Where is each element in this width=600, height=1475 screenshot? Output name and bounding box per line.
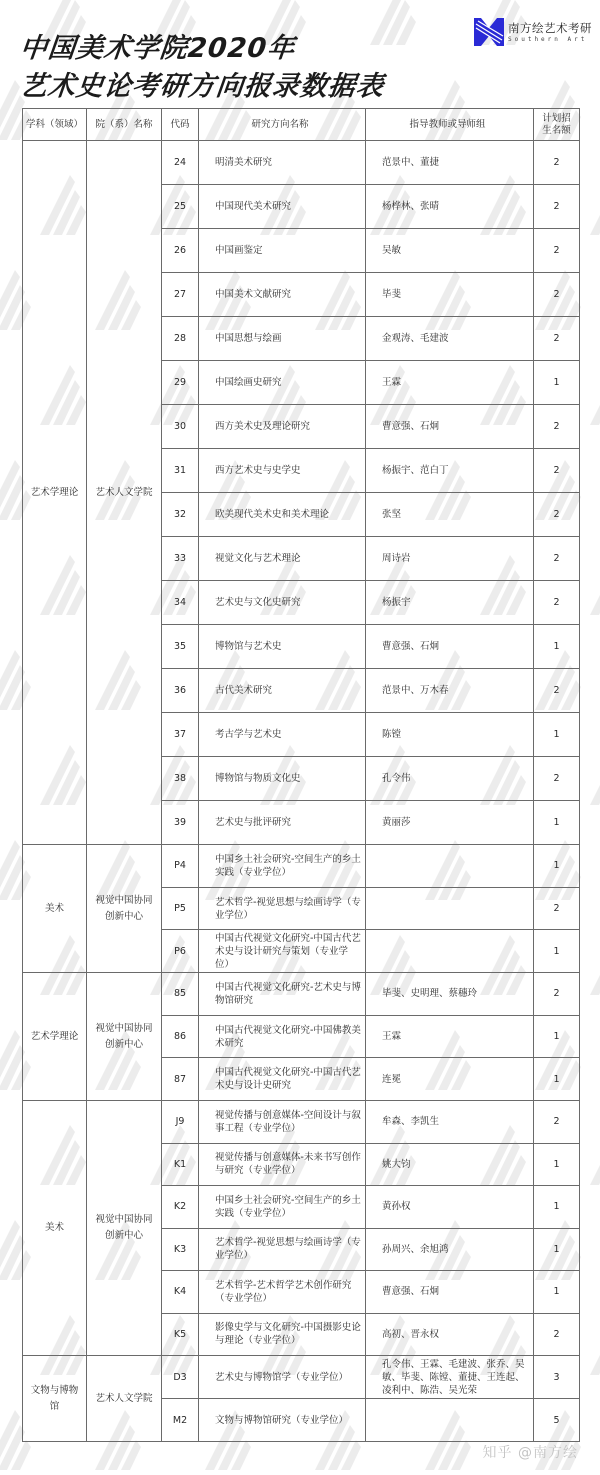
direction-cell: 艺术哲学-视觉思想与绘画诗学（专业学位）: [199, 887, 366, 930]
watermark-icon: [585, 170, 600, 240]
code-cell: 31: [162, 449, 199, 493]
code-cell: P4: [162, 845, 199, 888]
group-subject: 文物与博物馆: [23, 1356, 87, 1442]
title-block: [20, 30, 384, 106]
table-body: [23, 141, 580, 1442]
quota-cell: 1: [534, 845, 580, 888]
table-row: [23, 845, 580, 888]
direction-cell: 艺术史与批评研究: [199, 801, 366, 845]
quota-cell: 2: [534, 405, 580, 449]
watermark-icon: [585, 740, 600, 810]
watermark-icon: [585, 360, 600, 430]
watermark-icon: [585, 550, 600, 620]
quota-cell: 2: [534, 669, 580, 713]
watermark-icon: [585, 1120, 600, 1190]
direction-cell: 艺术哲学-艺术哲学艺术创作研究（专业学位）: [199, 1271, 366, 1314]
table-row: [23, 1356, 580, 1399]
code-cell: 30: [162, 405, 199, 449]
group-department: 视觉中国协同创新中心: [87, 1101, 162, 1356]
direction-cell: 中国绘画史研究: [199, 361, 366, 405]
advisor-cell: 牟森、李凯生: [366, 1101, 534, 1144]
advisor-cell: 孔令伟: [366, 757, 534, 801]
code-cell: D3: [162, 1356, 199, 1399]
quota-cell: 2: [534, 141, 580, 185]
advisor-cell: [366, 845, 534, 888]
direction-cell: 中国现代美术研究: [199, 185, 366, 229]
advisor-cell: 曹意强、石炯: [366, 405, 534, 449]
watermark-icon: [585, 930, 600, 1000]
direction-cell: 中国古代视觉文化研究-中国古代艺术史与设计研究与策划（专业学位）: [199, 930, 366, 973]
advisor-cell: 连冕: [366, 1058, 534, 1101]
advisor-cell: 黄丽莎: [366, 801, 534, 845]
direction-cell: 博物馆与物质文化史: [199, 757, 366, 801]
footer-credit: 知乎 @南方绘: [482, 1445, 578, 1461]
quota-cell: 5: [534, 1399, 580, 1442]
direction-cell: 考古学与艺术史: [199, 713, 366, 757]
quota-cell: 2: [534, 537, 580, 581]
quota-cell: 1: [534, 625, 580, 669]
header-subject: 学科（领域）: [23, 109, 87, 141]
code-cell: P5: [162, 887, 199, 930]
advisor-cell: 曹意强、石炯: [366, 1271, 534, 1314]
code-cell: J9: [162, 1101, 199, 1144]
code-cell: 27: [162, 273, 199, 317]
advisor-cell: 杨振宇、范白丁: [366, 449, 534, 493]
code-cell: 33: [162, 537, 199, 581]
group-subject: 艺术学理论: [23, 141, 87, 845]
quota-cell: 1: [534, 361, 580, 405]
code-cell: K2: [162, 1186, 199, 1229]
table-row: [23, 1101, 580, 1144]
header-quota: 计划招生名额: [534, 109, 580, 141]
southern-art-logo-icon: [474, 18, 504, 46]
direction-cell: 文物与博物馆研究（专业学位）: [199, 1399, 366, 1442]
advisor-cell: 张坚: [366, 493, 534, 537]
table-header-row: [23, 109, 580, 141]
advisor-cell: 范景中、董捷: [366, 141, 534, 185]
code-cell: K1: [162, 1143, 199, 1186]
group-department: 视觉中国协同创新中心: [87, 973, 162, 1101]
quota-cell: 1: [534, 1271, 580, 1314]
advisor-cell: 曹意强、石炯: [366, 625, 534, 669]
advisor-cell: 周诗岩: [366, 537, 534, 581]
code-cell: 87: [162, 1058, 199, 1101]
quota-cell: 1: [534, 1015, 580, 1058]
watermark-icon: [585, 1310, 600, 1380]
group-subject: 美术: [23, 845, 87, 973]
quota-cell: 2: [534, 581, 580, 625]
quota-cell: 2: [534, 757, 580, 801]
direction-cell: 中国乡土社会研究-空间生产的乡土实践（专业学位）: [199, 1186, 366, 1229]
advisor-cell: 范景中、万木春: [366, 669, 534, 713]
header-direction: 研究方向名称: [199, 109, 366, 141]
advisor-cell: 孙周兴、余旭鸿: [366, 1228, 534, 1271]
quota-cell: 2: [534, 273, 580, 317]
quota-cell: 2: [534, 229, 580, 273]
code-cell: 25: [162, 185, 199, 229]
code-cell: 32: [162, 493, 199, 537]
direction-cell: 视觉传播与创意媒体-空间设计与叙事工程（专业学位）: [199, 1101, 366, 1144]
code-cell: 34: [162, 581, 199, 625]
quota-cell: 2: [534, 1313, 580, 1356]
direction-cell: 艺术史与博物馆学（专业学位）: [199, 1356, 366, 1399]
code-cell: K3: [162, 1228, 199, 1271]
code-cell: 86: [162, 1015, 199, 1058]
code-cell: 38: [162, 757, 199, 801]
direction-cell: 影像史学与文化研究-中国摄影史论与理论（专业学位）: [199, 1313, 366, 1356]
direction-cell: 中国思想与绘画: [199, 317, 366, 361]
advisor-cell: [366, 930, 534, 973]
advisor-cell: [366, 1399, 534, 1442]
quota-cell: 1: [534, 1186, 580, 1229]
code-cell: M2: [162, 1399, 199, 1442]
direction-cell: 欧美现代美术史和美术理论: [199, 493, 366, 537]
code-cell: P6: [162, 930, 199, 973]
group-department: 艺术人文学院: [87, 1356, 162, 1442]
code-cell: 24: [162, 141, 199, 185]
advisor-cell: 金观涛、毛建波: [366, 317, 534, 361]
code-cell: K4: [162, 1271, 199, 1314]
code-cell: 35: [162, 625, 199, 669]
header-department: 院（系）名称: [87, 109, 162, 141]
code-cell: 85: [162, 973, 199, 1016]
quota-cell: 2: [534, 185, 580, 229]
quota-cell: 1: [534, 713, 580, 757]
quota-cell: 2: [534, 1101, 580, 1144]
advisor-cell: 吴敏: [366, 229, 534, 273]
group-department: 艺术人文学院: [87, 141, 162, 845]
direction-cell: 明清美术研究: [199, 141, 366, 185]
direction-cell: 艺术哲学-视觉思想与绘画诗学（专业学位）: [199, 1228, 366, 1271]
quota-cell: 2: [534, 317, 580, 361]
code-cell: 39: [162, 801, 199, 845]
direction-cell: 西方艺术史与史学史: [199, 449, 366, 493]
quota-cell: 2: [534, 449, 580, 493]
code-cell: 37: [162, 713, 199, 757]
brand-logo: [474, 18, 592, 46]
direction-cell: 视觉传播与创意媒体-未来书写创作与研究（专业学位）: [199, 1143, 366, 1186]
advisor-cell: 陈镗: [366, 713, 534, 757]
logo-name-cn: 南方绘艺术考研: [508, 20, 592, 35]
code-cell: 28: [162, 317, 199, 361]
quota-cell: 1: [534, 930, 580, 973]
code-cell: 36: [162, 669, 199, 713]
group-subject: 艺术学理论: [23, 973, 87, 1101]
code-cell: K5: [162, 1313, 199, 1356]
group-department: 视觉中国协同创新中心: [87, 845, 162, 973]
advisor-cell: 王霖: [366, 1015, 534, 1058]
advisor-cell: 杨桦林、张晴: [366, 185, 534, 229]
page-title-line-1: 中国美术学院2020年: [18, 33, 297, 64]
header-advisor: 指导教师或导师组: [366, 109, 534, 141]
quota-cell: 2: [534, 887, 580, 930]
direction-cell: 中国画鉴定: [199, 229, 366, 273]
direction-cell: 中国古代视觉文化研究-中国佛教美术研究: [199, 1015, 366, 1058]
quota-cell: 1: [534, 1058, 580, 1101]
advisor-cell: 王霖: [366, 361, 534, 405]
direction-cell: 中国乡土社会研究-空间生产的乡土实践（专业学位）: [199, 845, 366, 888]
code-cell: 29: [162, 361, 199, 405]
quota-cell: 2: [534, 493, 580, 537]
quota-cell: 1: [534, 1228, 580, 1271]
direction-cell: 中国古代视觉文化研究-中国古代艺术史与设计史研究: [199, 1058, 366, 1101]
advisor-cell: 毕斐: [366, 273, 534, 317]
advisor-cell: 孔令伟、王霖、毛建波、张乔、吴敏、毕斐、陈镗、董捷、王连起、凌利中、陈浩、吴光荣: [366, 1356, 534, 1399]
logo-name-en: Southern Art: [508, 35, 588, 43]
table-row: [23, 141, 580, 185]
code-cell: 26: [162, 229, 199, 273]
header-code: 代码: [162, 109, 199, 141]
quota-cell: 3: [534, 1356, 580, 1399]
direction-cell: 中国古代视觉文化研究-艺术史与博物馆研究: [199, 973, 366, 1016]
quota-cell: 2: [534, 973, 580, 1016]
advisor-cell: 姚大钧: [366, 1143, 534, 1186]
page-title-line-2: 艺术史论考研方向报录数据表: [18, 71, 386, 102]
direction-cell: 视觉文化与艺术理论: [199, 537, 366, 581]
quota-cell: 1: [534, 1143, 580, 1186]
direction-cell: 西方美术史及理论研究: [199, 405, 366, 449]
admission-data-table: [22, 108, 580, 1442]
advisor-cell: 高初、晋永权: [366, 1313, 534, 1356]
direction-cell: 中国美术文献研究: [199, 273, 366, 317]
quota-cell: 1: [534, 801, 580, 845]
direction-cell: 艺术史与文化史研究: [199, 581, 366, 625]
group-subject: 美术: [23, 1101, 87, 1356]
direction-cell: 博物馆与艺术史: [199, 625, 366, 669]
direction-cell: 古代美术研究: [199, 669, 366, 713]
advisor-cell: 黄孙权: [366, 1186, 534, 1229]
advisor-cell: 杨振宇: [366, 581, 534, 625]
table-row: [23, 973, 580, 1016]
advisor-cell: [366, 887, 534, 930]
advisor-cell: 毕斐、史明理、蔡穗玲: [366, 973, 534, 1016]
